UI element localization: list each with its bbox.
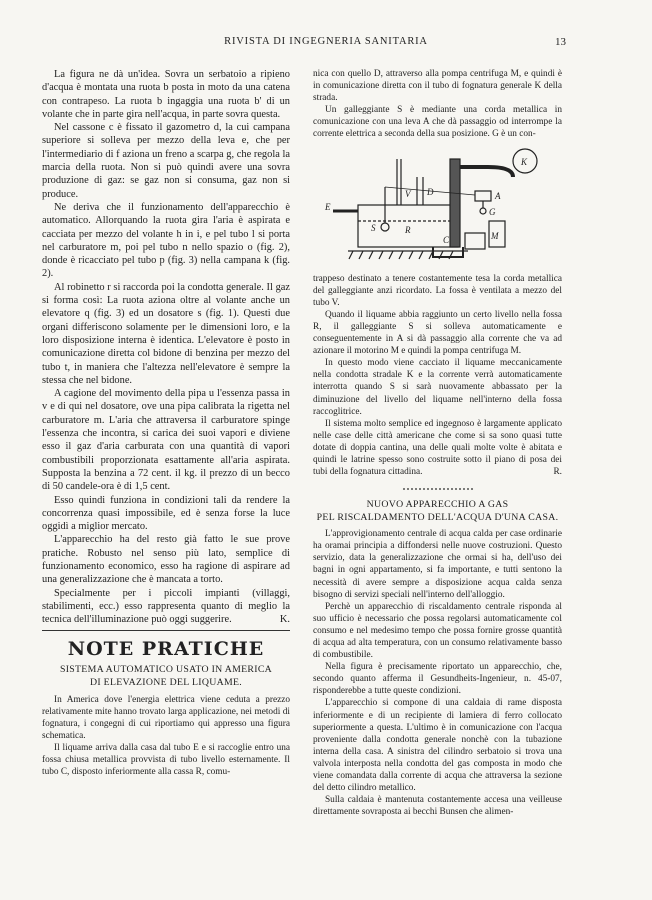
figure-label: E <box>325 201 331 212</box>
paragraph: Perchè un apparecchio di riscaldamento centrale risponda al suo ufficio è necessario che possa regolarsi automaticamente col consumo e nel medesimo tempo che possa fornire grosse quantità di acqua ad alta temperatura, con un consumo relativamente basso di combustibile. <box>313 601 562 661</box>
article-title: DI ELEVAZIONE DEL LIQUAME. <box>89 676 242 688</box>
paragraph <box>42 587 290 627</box>
paragraph: Quando il liquame abbia raggiunto un certo livello nella fossa R, il galleggiante S si solleva automaticamente e conseguentemente in A si dà passaggio alla corrente che va ad azionare il motorino M e quindi la pompa centrifuga M. <box>313 309 562 357</box>
paragraph: Ne deriva che il funzionamento dell'apparecchio è automatico. Allorquando la ruota gira l'aria è aspirata e cacciata per mezzo del volante h in i, e pel tubo l si porta nel carburatore m, poi pel tubo n nello spazio o (fig. 2), donde è ricacciato pel tubo p (fig. 3) nella campana k (fig. 2). <box>42 201 290 280</box>
paragraph: L'apparecchio ha del resto già fatto le sue prove pratiche. Robusto nel senso più lato, semplice di funzionamento economico, esso ha ragione di aspirare ad una generalizzazione che è mancata a torto. <box>42 534 290 586</box>
figure-label: V <box>405 188 411 199</box>
float <box>381 223 389 231</box>
section-divider <box>42 630 290 631</box>
figure-label: C <box>443 234 450 245</box>
figure-label: S <box>371 222 376 233</box>
paragraph: A cagione del movimento della pipa u l'essenza passa in v e di qui nel dosatore, ove una pipa calibrata la rigetta nel carburatore m. L'aria che attraversa il carburatore spinge l'essenza che incontra, si carica dei suoi vapori e diviene esso il gaz d'aria carburata con una quantità di vapori combustibili proporzionata esattamente all'aria aspirata. Supposta la benzina a 72 cent. il kg. il prezzo di un becco di 50 candele-ora è di 1,5 cent. <box>42 388 290 493</box>
paragraph: Un galleggiante S è mediante una corda metallica in comunicazione con una leva A che dà passaggio od interrompe la corrente elettrica a seconda della sua posizione. G è un con- <box>313 105 562 140</box>
journal-title: RIVISTA DI INGEGNERIA SANITARIA <box>224 36 428 47</box>
author-signature: K. <box>279 614 290 626</box>
paragraph <box>313 418 562 478</box>
paragraph: Esso quindi funziona in condizioni tali da rendere la concorrenza quasi impossibile, ed è senza forse la luce oggidì a miglior mercato. <box>42 494 290 533</box>
author-signature: R. <box>553 467 562 478</box>
figure-label: G <box>489 206 496 217</box>
figure-label: D <box>427 186 434 197</box>
page-number: 13 <box>555 36 566 48</box>
paragraph: Il liquame arriva dalla casa dal tubo E e si raccoglie entro una fossa chiusa metallica provvista di tubo livello esternamente. Il tubo C, disposto inferiormente alla cassa R, comu- <box>42 743 290 778</box>
diagram-svg <box>313 147 562 267</box>
running-header <box>0 36 652 50</box>
figure-label: M <box>491 230 499 241</box>
paragraph: La figura ne dà un'idea. Sovra un serbatoio a ripieno d'acqua è montata una ruota b posta in moto da una catena con contrapeso. La ruota b ingaggia una ruota b' di un volante che in parte gira nell'acqua, in parte sovra questa. <box>42 69 290 120</box>
paragraph: In questo modo viene cacciato il liquame meccanicamente nella condotta stradale K e la corrente verrà automaticamente interrotta quando S si sarà nuovamente abbassato per la diminuzione del livello del liquame nell'interno della fossa raccoglitrice. <box>313 358 562 417</box>
ornamental-divider <box>403 486 473 492</box>
left-column <box>42 68 290 778</box>
paragraph-text: Specialmente per i piccoli impianti (villaggi, stabilimenti, ecc.) esso rappresenta quanto di meglio la tecnica dell'illuminazione può oggi suggerire. <box>42 587 290 626</box>
counterweight <box>480 208 486 214</box>
switch-lever <box>475 191 491 201</box>
paragraph: nica con quello D, attraverso alla pompa centrifuga M, e quindi è in comunicazione diretta con il tubo di fognatura generale K della strada. <box>313 69 562 104</box>
figure-label: K <box>521 156 528 167</box>
paragraph: Nella figura è precisamente riportato un apparecchio, che, secondo quanto afferma il Gesundheits-Ingenieur, n. 45-07, risponderebbe a tutte queste condizioni. <box>313 662 562 697</box>
paragraph: trappeso destinato a tenere costantemente tesa la corda metallica del galleggiante anzi ricordato. La fossa è ventilata a mezzo del tubo V. <box>313 273 562 308</box>
section-heading: NOTE PRATICHE <box>67 638 265 661</box>
paragraph: L'approvigionamento centrale di acqua calda per case ordinarie ha oramai principia a diffondersi nelle nuove costruzioni. Questo servizio, data la generalizzazione che ormai si ha, dell'uso dei bagni in ogni appartamento, si fa importante, e tutti sentono la necessità di avere sempre a disposizione acqua calda senza bisogno di servizi speciali nell'interno dell'alloggio. <box>313 529 562 600</box>
article-title: SISTEMA AUTOMATICO USATO IN AMERICA <box>59 663 273 675</box>
sewage-lift-diagram <box>313 147 562 267</box>
article-title: PEL RISCALDAMENTO DELL'ACQUA D'UNA CASA. <box>316 512 559 524</box>
article-title: NUOVO APPARECCHIO A GAS <box>366 499 509 511</box>
paragraph: In America dove l'energia elettrica viene ceduta a prezzo relativamente mite hanno trovato larga applicazione, nei metodi di fognatura, i congegni di cui riportiamo qui appresso una figura schematica. <box>42 694 290 742</box>
figure-label: A <box>495 190 501 201</box>
paragraph: Sulla caldaia è mantenuta costantemente accesa una veilleuse direttamente sovraposta ai becchi Bunsen che alimen- <box>313 795 562 818</box>
centrifugal-pump <box>465 233 485 249</box>
paragraph: Nel cassone c è fissato il gazometro d, la cui campana superiore si solleva per mezzo della leva e, che per l'intermediario di f aziona un freno a scarpa g, che regola la marcia della ruota. Non si può quindi avere una sovra produzione di gaz: se gaz non si consuma, gaz non si produce. <box>42 122 290 200</box>
right-column <box>313 68 562 818</box>
paragraph: Al robinetto r si raccorda poi la condotta generale. Il gaz si forma così: La ruota aziona oltre al volante anche un elevatore q (fig. 3) ed un dosatore s (fig. 1). Questi due organi differiscono solamente per le dimensioni loro, e la loro disposizione interna è identica. L'elevatore è posto in comunicazione diretta col bidone di benzina per mezzo del tubo t, in maniera che l'altezza nell'elevatore è sempre la stessa che nel bidone. <box>42 281 290 386</box>
paragraph-text: Il sistema molto semplice ed ingegnoso è largamente applicato nelle case delle città americane che come si sa sono quasi tutte dotate di doppia cantina, una delle quali molte volte è abitata e quindi le latrine spesso sono costruite sotto il piano di posa dei tubi della fognatura cittadina. <box>313 418 562 478</box>
figure-label: R <box>405 224 411 235</box>
paragraph: L'apparecchio si compone di una caldaia di rame disposta inferiormente e di un recipiente di lamiera di ferro collocato superiormente a questa. L'ultimo è in comunicazione con l'acqua proveniente dalla condotta generale nonchè con la tubazione interna della casa. A sinistra del cilindro serbatoio si trova una valvola interposta nella condotta del gas composta in modo che viene comandata dalla corrente di acqua che attraversa la sezione del detto cilindro metallico. <box>313 698 562 794</box>
